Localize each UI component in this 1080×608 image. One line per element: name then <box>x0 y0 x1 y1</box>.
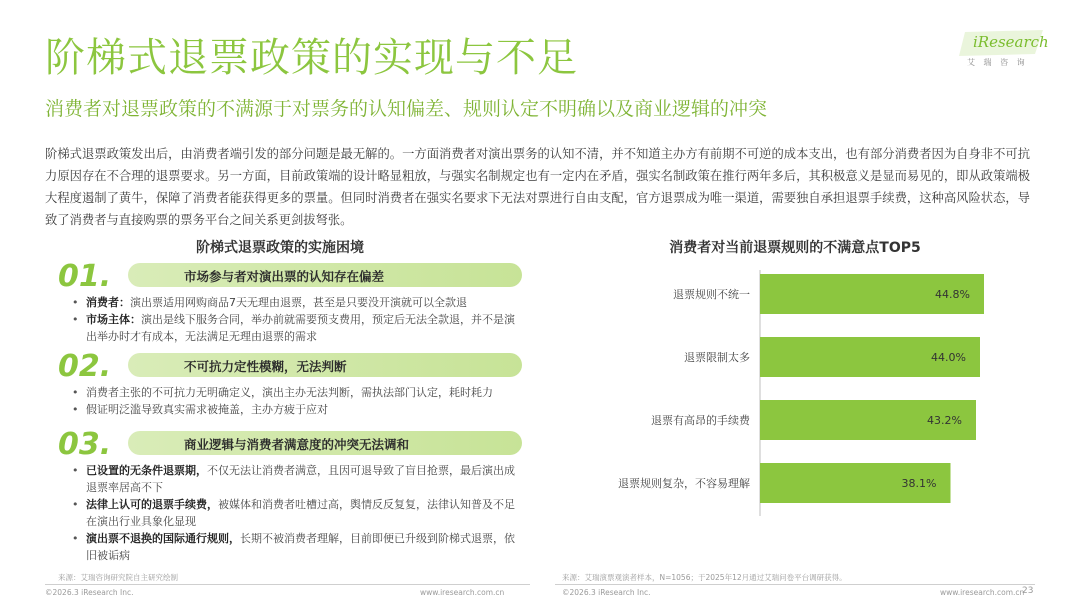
issue-number: 02. <box>58 349 112 384</box>
list-item: • 消费者：演出票适用网购商品7天无理由退票，甚至是只要没开演就可以全款退 <box>72 294 522 311</box>
issue-number: 01. <box>58 259 112 294</box>
copyright-right: ©2026.3 iResearch Inc. <box>562 588 651 597</box>
list-item: • 消费者主张的不可抗力无明确定义，演出主办无法判断，需执法部门认定，耗时耗力 <box>72 384 522 401</box>
right-source-note: 来源：艾瑞演票观演者样本，N=1056；于2025年12月通过艾瑞问卷平台调研获得。 <box>562 573 847 582</box>
list-item: • 假证明泛滥导致真实需求被掩盖，主办方疲于应对 <box>72 401 522 418</box>
data-label: 38.1% <box>901 477 937 490</box>
issue-heading-bar <box>128 263 522 287</box>
page-title: 阶梯式退票政策的实现与不足 <box>45 35 578 81</box>
chart-title: 消费者对当前退票规则的不满意点TOP5 <box>669 240 921 256</box>
footer-divider-right <box>555 584 1035 585</box>
page-number: 23 <box>1022 586 1034 596</box>
issue-heading: 市场参与者对演出票的认知存在偏差 <box>184 269 385 284</box>
page-subtitle: 消费者对退票政策的不满源于对票务的认知偏差、规则认定不明确以及商业逻辑的冲突 <box>45 98 768 120</box>
issue-bullets <box>72 384 522 418</box>
category-label: 退票规则不统一 <box>673 288 750 301</box>
list-item: • 法律上认可的退票手续费，被媒体和消费者吐槽过高，舆情反反复复，法律认知普及不足在演出行业具象化显现 <box>72 496 522 530</box>
issue-bullets <box>72 294 522 345</box>
left-section-title: 阶梯式退票政策的实施困境 <box>196 240 364 256</box>
logo-name: iResearch <box>973 33 1049 51</box>
list-item: • 演出票不退换的国际通行规则，长期不被消费者理解，目前即便已升级到阶梯式退票，依旧被诟病 <box>72 530 522 564</box>
data-label: 44.8% <box>935 288 970 301</box>
issue-heading-bar <box>128 353 522 377</box>
category-label: 退票限制太多 <box>684 351 750 364</box>
logo-subtext: 艾 瑞 咨 询 <box>967 58 1028 67</box>
issue-heading-bar <box>128 431 522 455</box>
list-item: • 市场主体：演出是线下服务合同，举办前就需要预支费用，预定后无法全款退，并不是演出举办时才有成本，无法满足无理由退票的需求 <box>72 311 522 345</box>
intro-paragraph: 阶梯式退票政策发出后，由消费者端引发的部分问题是最无解的。一方面消费者对演出票务的认知不清，并不知道主办方有前期不可逆的成本支出，也有部分消费者因为自身非不可抗力原因存在不合理的退票要求。另一方面，目前政策端的设计略显粗放，与强实名制规定也有一定内在矛盾，强实名制政策在推行两年多后，其积极意义是显而易见的，即从政策端极大程度遏制了黄牛，保障了消费者能获得更多的票量。但同时消费者在强实名要求下无法对票进行自由支配，官方退票成为唯一渠道，需要独自承担退票手续费，这种高风险状态，导致了消费者与直接购票的票务平台之间关系更剑拔弩张。 <box>45 147 1030 227</box>
data-label: 43.2% <box>927 414 962 427</box>
issue-heading: 商业逻辑与消费者满意度的冲突无法调和 <box>184 437 410 452</box>
issue-bullets <box>72 462 522 564</box>
issue-number: 03. <box>58 427 112 462</box>
copyright-left: ©2026.3 iResearch Inc. <box>45 588 134 597</box>
list-item: • 已设置的无条件退票期，不仅无法让消费者满意，且因可退导致了盲目抢票，最后演出成退票率居高不下 <box>72 462 522 496</box>
footer-divider-left <box>45 584 530 585</box>
bar-chart <box>560 262 1040 532</box>
website-left: www.iresearch.com.cn <box>420 588 505 597</box>
iresearch-logo <box>955 30 1049 74</box>
issue-heading: 不可抗力定性模糊，无法判断 <box>184 359 347 374</box>
left-source-note: 来源：艾瑞咨询研究院自主研究绘制 <box>58 573 178 582</box>
category-label: 退票规则复杂，不容易理解 <box>618 477 750 490</box>
website-right: www.iresearch.com.cn <box>940 588 1025 597</box>
data-label: 44.0% <box>931 351 966 364</box>
category-label: 退票有高昂的手续费 <box>651 414 750 427</box>
